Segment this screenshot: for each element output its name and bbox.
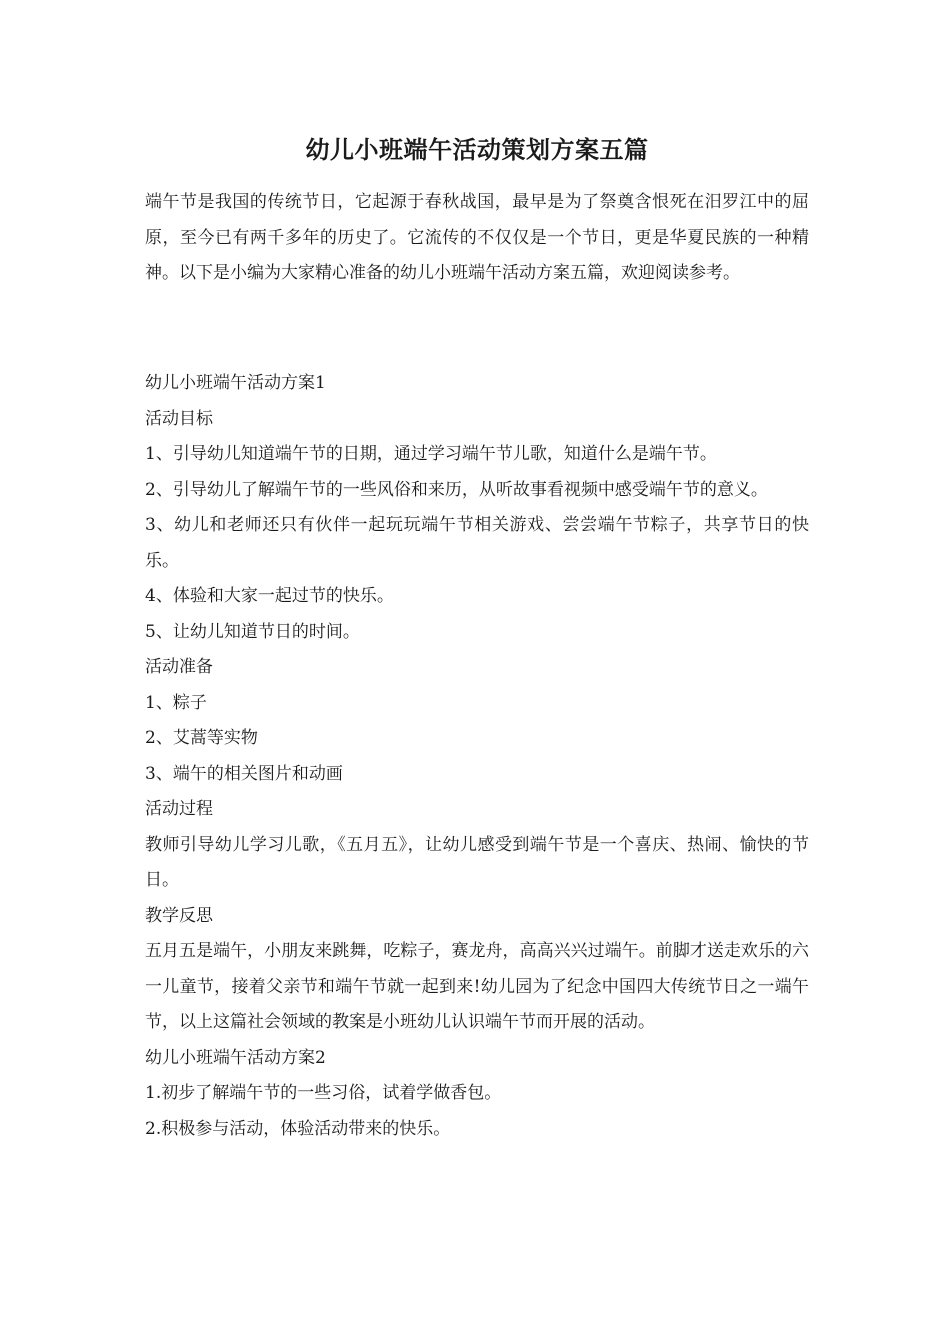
section-heading-plan-1: 幼儿小班端午活动方案1 xyxy=(145,373,326,393)
goal-item-2: 2、引导幼儿了解端午节的一些风俗和来历，从听故事看视频中感受端午节的意义。 xyxy=(145,479,768,500)
prep-item-2: 2、艾蒿等实物 xyxy=(145,728,258,748)
goal-item-3: 3、幼儿和老师还只有伙伴一起玩玩端午节相关游戏、尝尝端午节粽子，共享节日的快乐。 xyxy=(145,515,809,571)
goal-item-4: 4、体验和大家一起过节的快乐。 xyxy=(145,586,394,606)
prep-item-3: 3、端午的相关图片和动画 xyxy=(145,763,343,784)
process-paragraph: 教师引导幼儿学习儿歌，《五月五》，让幼儿感受到端午节是一个喜庆、热闹、愉快的节日。 xyxy=(145,834,809,890)
subheading-goals: 活动目标 xyxy=(145,408,213,429)
subheading-process: 活动过程 xyxy=(145,799,213,819)
section-heading-plan-2: 幼儿小班端午活动方案2 xyxy=(145,1047,326,1068)
plan2-item-1: 1.初步了解端午节的一些习俗，试着学做香包。 xyxy=(145,1083,502,1103)
document-title: 幼儿小班端午活动策划方案五篇 xyxy=(305,135,649,164)
goal-item-1: 1、引导幼儿知道端午节的日期，通过学习端午节儿歌，知道什么是端午节。 xyxy=(145,444,717,464)
document-body xyxy=(145,366,809,1147)
intro-paragraph: 端午节是我国的传统节日，它起源于春秋战国，最早是为了祭奠含恨死在汨罗江中的屈原，至今已有两千多年的历史了。它流传的不仅仅是一个节日，更是华夏民族的一种精神。以下是小编为大家精心准备的幼儿小班端午活动方案五篇，欢迎阅读参考。 xyxy=(145,192,809,283)
subheading-reflection: 教学反思 xyxy=(145,905,213,926)
prep-item-1: 1、粽子 xyxy=(145,692,207,713)
reflection-paragraph: 五月五是端午，小朋友来跳舞，吃粽子，赛龙舟，高高兴兴过端午。前脚才送走欢乐的六一儿童节，接着父亲节和端午节就一起到来!幼儿园为了纪念中国四大传统节日之一端午节，以上这篇社会领域的教案是小班幼儿认识端午节而开展的活动。 xyxy=(145,941,809,1032)
plan2-item-2: 2.积极参与活动，体验活动带来的快乐。 xyxy=(145,1118,451,1139)
subheading-preparation: 活动准备 xyxy=(145,657,213,677)
goal-item-5: 5、让幼儿知道节日的时间。 xyxy=(145,621,360,642)
